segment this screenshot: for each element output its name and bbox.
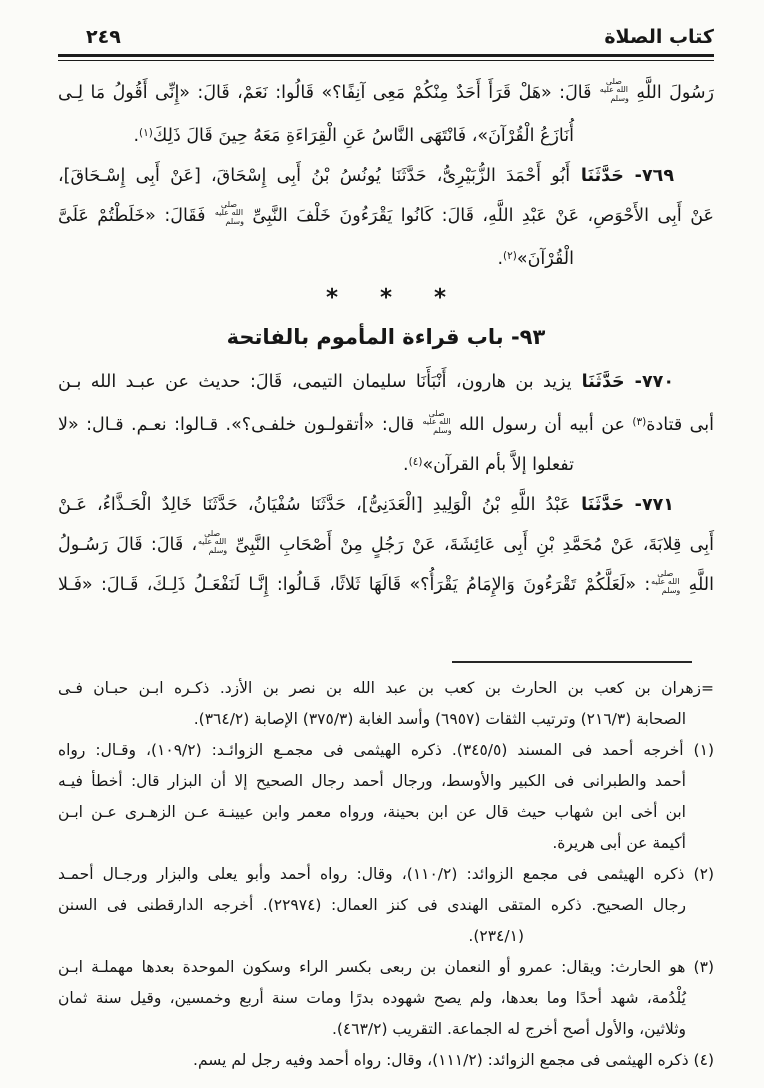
footnote-separator-rule bbox=[452, 661, 692, 663]
text-line: أُنَازَعُ الْقُرْآنَ»، فَانْتَهَى النَّاسُ عَنِ الْقِرَاءَةِ مَعَهُ حِينَ قَالَ ذَلِكَ$^{(١)}$. bbox=[133, 125, 574, 146]
honorific-saw-ligature: صلى الله عليه وسلم bbox=[599, 76, 629, 103]
paragraph-hadith-770 bbox=[58, 362, 714, 482]
footnote-line: الصحابة (٢١٦/٣) وترتيب الثقات (٦٩٥٧) وأسد الغابة (٣٧٥/٣) الإصابة (٣٦٤/٢). bbox=[193, 709, 686, 728]
footnote-4 bbox=[58, 1045, 714, 1076]
footnote-line: (٤) ذكره الهيثمى فى مجمع الزوائد: (١١١/٢)، وقال: رواه أحمد وفيه رجل لم يسم. bbox=[193, 1050, 714, 1069]
text-line: رَسُولَ اللَّهِ صلى الله عليه وسلم قَالَ: «هَلْ قَرَأَ أَحَدٌ مِنْكُمْ مَعِى آنِفًا؟» قَالُوا: نَعَمْ، قَالَ: «إِنِّى أَقُولُ مَا لِـى bbox=[58, 76, 714, 103]
text-line: ٧٧٠- حَدَّثَنَا يزيد بن هارون، أَنْبَأَنَا سليمان التيمى، قَالَ: حديث عن عبـد الله بـن bbox=[58, 371, 674, 392]
paragraph-hadith-769 bbox=[58, 156, 714, 276]
honorific-saw-ligature: صلى الله عليه وسلم bbox=[422, 408, 452, 435]
footnote-line: ابن أخى ابن شهاب حيث قال عن ابن بحينة، ورواه معمر وابن عيينـة عـن الزهـرى عـن ابـن bbox=[58, 802, 686, 821]
section-separator: * * * bbox=[325, 284, 447, 311]
honorific-saw-ligature: صلى الله عليه وسلم bbox=[651, 568, 681, 595]
footnote-line: أكيمة عن أبى هريرة. bbox=[552, 833, 686, 852]
honorific-saw-ligature: صلى الله عليه وسلم bbox=[214, 199, 244, 226]
footnote-line: (٣) هو الحارث: ويقال: عمرو أو النعمان بن ربعى بكسر الراء وسكون الموحدة بعدها مهملـة ابـن bbox=[58, 957, 714, 976]
footnote-continuation bbox=[58, 673, 714, 735]
footnote-3 bbox=[58, 952, 714, 1045]
footnote-ref: (١) bbox=[139, 126, 153, 139]
footnote-1 bbox=[58, 735, 714, 859]
footnote-line: أحمد والطبرانى فى الكبير والأوسط، ورجال أحمد رجال الصحيح إلا أن البزار قال: أخطأ فيـه bbox=[58, 771, 686, 790]
footnote-ref: (٤) bbox=[408, 455, 423, 468]
footnote-line: يُلْدُمة، شهد أحدًا وما بعدها، ولم يصح شهوده بدرًا ومات سنة أربع وخمسين، وقيل سنة ثمان bbox=[58, 988, 686, 1007]
footnote-line: (٢٣٤/١). bbox=[468, 926, 524, 945]
text-line: تفعلوا إلاَّ بأم القرآن»$^{(٤)}$. bbox=[403, 454, 574, 475]
paragraph-continuation-prev-page bbox=[58, 73, 714, 153]
text-line: عَنْ أَبِى الأَحْوَصِ، عَنْ عَبْدِ اللَّهِ، قَالَ: كَانُوا يَقْرَءُونَ خَلْفَ النَّبِىِّ صلى الله عليه وسلم فَقَالَ: «خَلَطْتُمْ عَلَىَّ bbox=[58, 199, 714, 226]
footnote-line: (١) أخرجه أحمد فى المسند (٣٤٥/٥). ذكره الهيثمى فى مجمـع الزوائـد: (١٠٩/٢)، وقـال: رواه bbox=[58, 740, 714, 759]
paragraph-hadith-771 bbox=[58, 485, 714, 605]
text-line: أَبِى قِلابَةَ، عَنْ مُحَمَّدِ بْنِ أَبِى عَائِشَةَ، عَنْ رَجُلٍ مِنْ أَصْحَابِ النَّبِىِّ صلى الله عليه وسلم، قَالَ: قَالَ رَسُـولُ bbox=[58, 528, 714, 555]
chapter-heading: ٩٣- باب قراءة المأموم بالفاتحة bbox=[226, 324, 546, 349]
text-line: اللَّهِ صلى الله عليه وسلم: «لَعَلَّكُمْ تَقْرَءُونَ وَالإِمَامُ يَقْرَأُ؟» قَالَهَا ثَلاثًا، قَـالُوا: إِنَّـا لَنَفْعَـلُ ذَلِـكَ، قَـالَ: «فَـلا bbox=[58, 568, 715, 595]
page-header bbox=[58, 26, 714, 48]
honorific-saw-ligature: صلى الله عليه وسلم bbox=[198, 528, 228, 555]
footnote-line: (٢) ذكره الهيثمى فى مجمع الزوائد: (١١٠/٢)، وقال: رواه أحمد وأبو يعلى والبزار ورجـال أحمـد bbox=[58, 864, 714, 883]
footnote-line: رجال الصحيح. ذكره المتقى الهندى فى كنز العمال: (٢٢٩٧٤). أخرجه الدارقطنى فى السنن bbox=[58, 895, 686, 914]
text-line: ٧٦٩- حَدَّثَنَا أَبُو أَحْمَدَ الزُّبَيْرِىُّ، حَدَّثَنَا يُونُسُ بْنُ أَبِى إِسْحَاقَ، [عَنْ أَبِى إِسْـحَاقَ]، bbox=[58, 165, 674, 186]
footnote-ref: (٢) bbox=[503, 249, 517, 262]
text-line: الْقُرْآنَ»$^{(٢)}$. bbox=[497, 248, 574, 269]
footnote-2 bbox=[58, 859, 714, 952]
page-number: ٢٤٩ bbox=[86, 26, 121, 48]
text-line: ٧٧١- حَدَّثَنَا عَبْدُ اللَّهِ بْنُ الْوَلِيدِ [الْعَدَنِىُّ]، حَدَّثَنَا سُفْيَانُ، حَدَّثَنَا خَالِدٌ الْحَـذَّاءُ، عَـنْ bbox=[58, 494, 674, 515]
footnote-ref: (٣) bbox=[632, 415, 647, 428]
book-title: كتاب الصلاة bbox=[604, 26, 714, 48]
body-text bbox=[58, 73, 714, 605]
footnote-line: =زهران بن كعب بن الحارث بن كعب بن عبد الله بن نصر بن الأزد. ذكـره ابـن حبـان فـى bbox=[58, 678, 714, 697]
footnotes bbox=[58, 673, 714, 1076]
header-rule bbox=[58, 54, 714, 61]
footnote-line: وثلاثين، والأول أصح أخرج له الجماعة. التقريب (٤٦٣/٢). bbox=[331, 1019, 686, 1038]
text-line: أبى قتادة$^{(٣)}$ عن أبيه أن رسول الله صلى الله عليه وسلم قال: «أتقولـون خلفـى؟». قـالوا: نعـم. قـال: «لا bbox=[58, 408, 714, 435]
